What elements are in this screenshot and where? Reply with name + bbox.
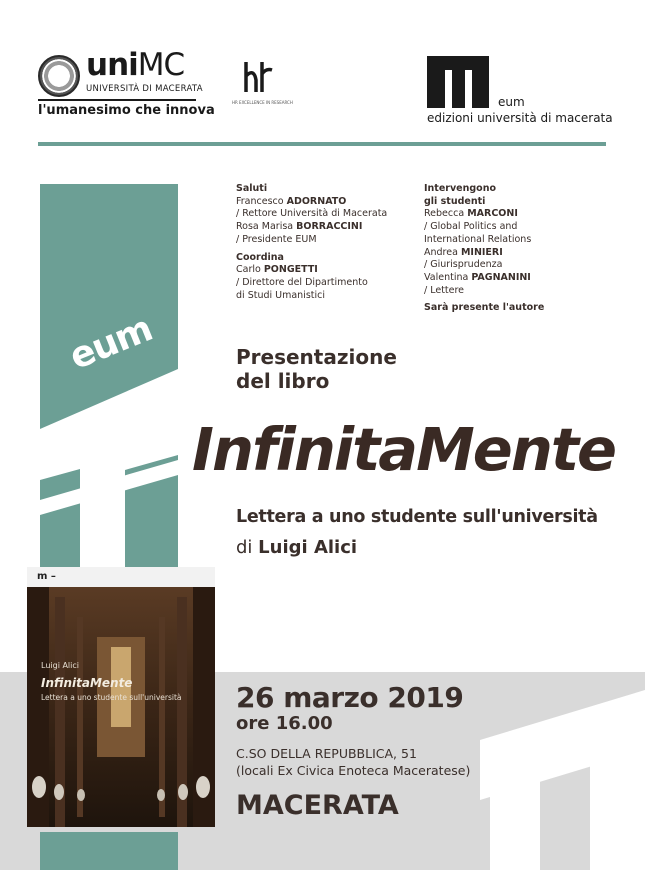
unimc-wordmark: uniMC bbox=[86, 47, 185, 83]
header-divider bbox=[38, 142, 606, 146]
book-cover-mark: m – bbox=[37, 571, 56, 582]
book-author: di Luigi Alici bbox=[236, 537, 358, 558]
book-cover-subtitle: Lettera a uno studente sull'università bbox=[41, 693, 182, 702]
event-venue: (locali Ex Civica Enoteca Maceratese) bbox=[236, 763, 471, 778]
coordina-heading: Coordina bbox=[236, 251, 284, 263]
unimc-subtitle: UNIVERSITÀ DI MACERATA bbox=[86, 84, 203, 94]
eum-logo-icon bbox=[427, 56, 489, 108]
speakers-left-column bbox=[236, 183, 411, 302]
unimc-divider bbox=[38, 99, 196, 101]
presentation-heading: Presentazione del libro bbox=[236, 345, 397, 393]
eum-banner bbox=[40, 184, 178, 429]
saluti-heading: Saluti bbox=[236, 183, 268, 194]
event-time: ore 16.00 bbox=[236, 713, 333, 734]
speaker-pongetti-role2: di Studi Umanistici bbox=[236, 289, 326, 301]
speaker-borraccini-role: / Presidente EUM bbox=[236, 233, 317, 245]
banner-eum-label: eum bbox=[64, 308, 158, 379]
speakers-right-column bbox=[424, 183, 604, 315]
student-minieri-role: / Giurisprudenza bbox=[424, 259, 503, 271]
book-subtitle: Lettera a uno studente sull'università bbox=[236, 507, 598, 527]
event-date: 26 marzo 2019 bbox=[236, 681, 464, 714]
hr-caption: HR EXCELLENCE IN RESEARCH bbox=[232, 100, 293, 105]
event-address: C.SO DELLA REPUBBLICA, 51 bbox=[236, 746, 417, 761]
speaker-borraccini: Rosa Marisa BORRACCINI bbox=[236, 221, 363, 233]
book-title: InfinitaMente bbox=[192, 415, 616, 484]
unimc-seal-icon bbox=[38, 55, 80, 97]
student-marconi: Rebecca MARCONI bbox=[424, 208, 518, 220]
student-marconi-role2: International Relations bbox=[424, 233, 532, 245]
student-pagnanini: Valentina PAGNANINI bbox=[424, 271, 531, 283]
speaker-adornato: Francesco ADORNATO bbox=[236, 195, 347, 207]
intervengono-heading: Intervengono bbox=[424, 183, 496, 194]
studenti-heading: gli studenti bbox=[424, 195, 486, 207]
speaker-adornato-role: / Rettore Università di Macerata bbox=[236, 208, 388, 220]
unimc-tagline: l'umanesimo che innova bbox=[38, 103, 215, 118]
speaker-pongetti: Carlo PONGETTI bbox=[236, 264, 318, 276]
eum-short-name: eum bbox=[498, 95, 525, 109]
teal-strip bbox=[40, 832, 178, 870]
book-cover-title: InfinitaMente bbox=[41, 676, 133, 690]
student-minieri: Andrea MINIERI bbox=[424, 246, 503, 258]
hr-excellence-logo-icon bbox=[240, 58, 274, 96]
decorative-stripes-bottom bbox=[480, 690, 645, 870]
student-marconi-role1: / Global Politics and bbox=[424, 221, 518, 233]
speaker-pongetti-role1: / Direttore del Dipartimento bbox=[236, 276, 368, 288]
book-cover-author: Luigi Alici bbox=[41, 661, 79, 670]
event-city: MACERATA bbox=[236, 790, 399, 821]
student-pagnanini-role: / Lettere bbox=[424, 284, 465, 296]
author-present-note: Sarà presente l'autore bbox=[424, 302, 545, 314]
eum-full-name: edizioni università di macerata bbox=[427, 111, 613, 125]
library-photo bbox=[27, 587, 215, 827]
book-cover bbox=[27, 567, 215, 827]
